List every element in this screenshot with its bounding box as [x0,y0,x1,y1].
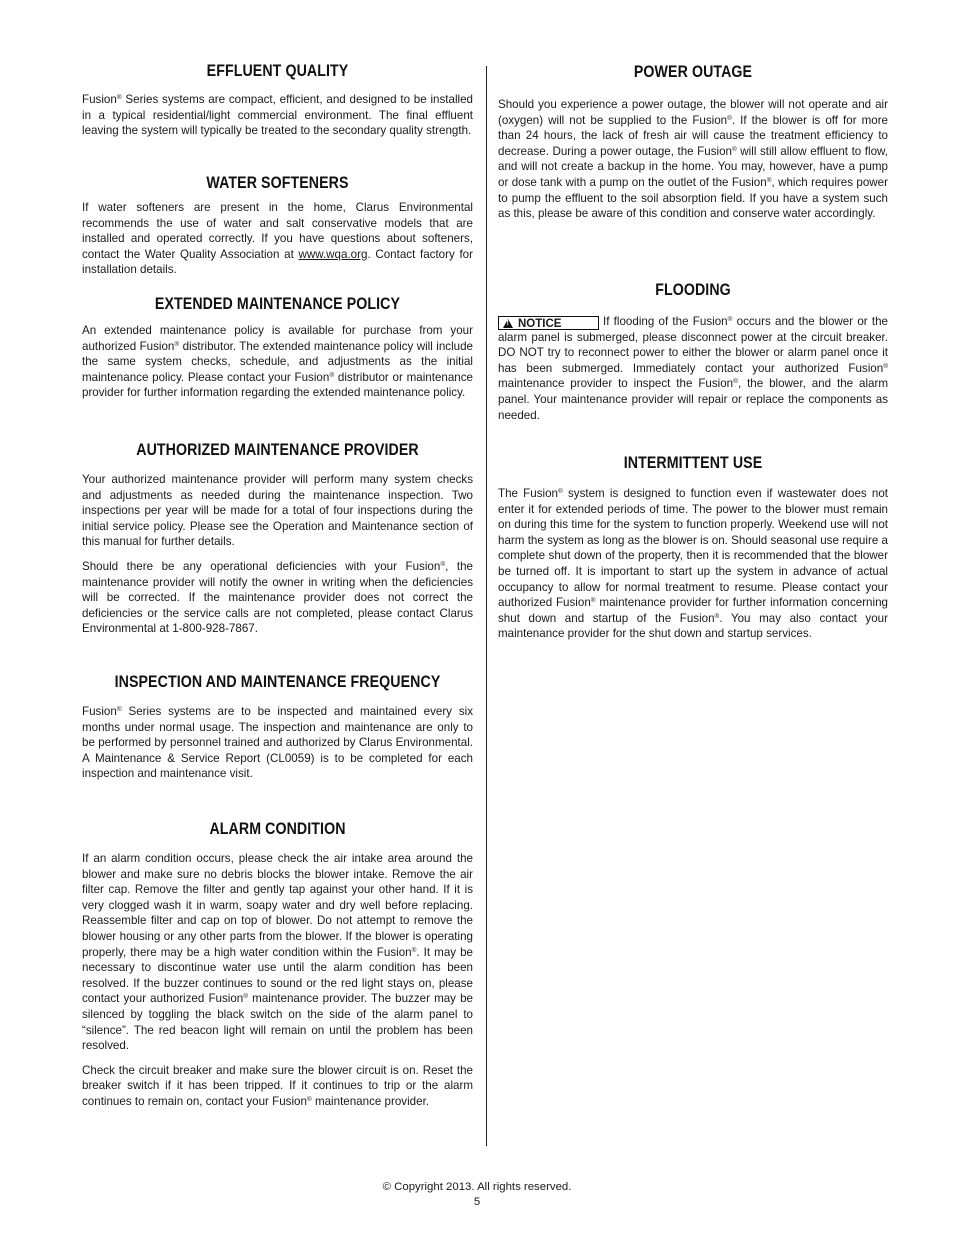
heading-extended-maintenance: EXTENDED MAINTENANCE POLICY [154,295,401,313]
heading-water-softeners: WATER SOFTENERS [206,174,349,192]
paragraph-alarm-condition-1: If an alarm condition occurs, please check the air intake area around the blower and make sure no debris blocks the blower intake. Remove the air filter cap. Remove the filter and gently tap against your other hand. If it is very clogged wash it in warm, soapy water and dry well before replacing. Reassemble filter and cap on top of blower. Do not attempt to remove the blower housing or any other parts from the blower. If the blower is operating properly, there may be a high water condition within the Fusion®. It may be necessary to discontinue water use until the alarm condition has been resolved. If the buzzer continues to sound or the red light stays on, please contact your authorized Fusion® maintenance provider. The buzzer may be silenced by toggling the black switch on the side of the alarm panel to “silence”. The red beacon light will remain on until the problem has been resolved. [82,852,474,1053]
heading-inspection-frequency: INSPECTION AND MAINTENANCE FREQUENCY [114,673,441,691]
paragraph-effluent-quality: Fusion® Series systems are compact, efficient, and designed to be installed in a typical residential/light commercial environment. The final effluent leaving the system will typically be treated to the secondary quality strength. [82,93,473,138]
section-alarm-condition [82,820,473,1110]
section-water-softeners [82,174,473,278]
paragraph-alarm-condition-2: Check the circuit breaker and make sure the blower circuit is on. Reset the breaker switch if it has been tripped. If it continues to trip or the alarm continues to remain on, contact your Fusion® maintenance provider. [82,1063,473,1108]
wqa-link[interactable]: www.wqa.org [298,247,368,261]
footer-copyright: © Copyright 2013. All rights reserved. [382,1181,572,1193]
paragraph-intermittent-use: The Fusion® system is designed to function even if wastewater does not enter it for extended periods of time. The power to the blower must remain on during this time for the system to function properly. Weekend use will not harm the system as long as the blower is on. Should seasonal use require a complete shut down of the property, then it is recommended that the blower be turned off. It is important to start up the system in advance of actual occupancy to allow for normal treatment to resume. Please contact your authorized Fusion® maintenance provider for further information concerning shut down and startup of the Fusion®. You may also contact your maintenance provider for the shut down and startup services. [498,487,889,641]
section-extended-maintenance [82,295,473,401]
heading-effluent-quality: EFFLUENT QUALITY [206,62,349,80]
paragraph-extended-maintenance: An extended maintenance policy is available for purchase from your authorized Fusion® distributor. The extended maintenance policy will include the same system checks, schedule, and adjustments as the initial maintenance policy. Please contact your Fusion® distributor or maintenance provider for further information regarding the extended maintenance policy. [82,324,473,400]
section-inspection-frequency [82,673,473,782]
heading-alarm-condition: ALARM CONDITION [209,820,346,838]
notice-badge: !NOTICE [498,316,599,330]
column-divider [486,66,487,1146]
warning-triangle-icon [503,319,513,328]
paragraph-authorized-provider-2: Should there be any operational deficiencies with your Fusion®, the maintenance provider will notify the owner in writing when the deficiencies will be corrected. If the maintenance provider does not correct the deficiencies or the service calls are not completed, please contact Clarus Environmental at 1-800-928-7867. [82,559,473,636]
paragraph-flooding: !NOTICE If flooding of the Fusion® occurs and the blower or the alarm panel is submerged, please disconnect power at the circuit breaker. DO NOT try to reconnect power to either the blower or alarm panel once it has been submerged. Immediately contact your authorized Fusion® maintenance provider to inspect the Fusion®, the blower, and the alarm panel. Your maintenance provider will repair or replace the components as needed. [498,314,888,423]
heading-power-outage: POWER OUTAGE [633,63,753,81]
section-flooding [498,281,888,423]
paragraph-inspection-frequency: Fusion® Series systems are to be inspected and maintained every six months under normal usage. The inspection and maintenance are only to be performed by personnel trained and authorized by Clarus Environmental. A Maintenance & Service Report (CL0059) is to be completed for each inspection and maintenance visit. [82,705,473,781]
paragraph-authorized-provider-1: Your authorized maintenance provider will perform many system checks and adjustments as needed during the maintenance inspection. Two inspections per year will be made for a total of four inspections during the initial service policy. Please see the Operation and Maintenance section of this manual for further details. [82,473,473,549]
paragraph-water-softeners: If water softeners are present in the home, Clarus Environmental recommends the use of water and salt conservative models that are installed and operated correctly. If you have questions about softeners, contact the Water Quality Association at www.wqa.org. Contact factory for installation details. [82,201,473,277]
heading-authorized-provider: AUTHORIZED MAINTENANCE PROVIDER [136,441,419,459]
section-intermittent-use [498,454,888,642]
heading-flooding: FLOODING [655,281,731,299]
paragraph-power-outage: Should you experience a power outage, the blower will not operate and air (oxygen) will not be supplied to the Fusion®. If the blower is off for more than 24 hours, the lack of fresh air will cause the treatment efficiency to decrease. During a power outage, the Fusion® will still allow effluent to flow, and will not create a backup in the home. You may, however, have a pump or dose tank with a pump on the outlet of the Fusion®, which requires power to pump the effluent to the soil absorption field. If you have a system such as this, please be aware of this condition and conserve water accordingly. [498,98,889,221]
section-power-outage [498,63,888,222]
page-number: 5 [473,1196,481,1208]
section-authorized-provider [82,441,473,637]
section-effluent-quality [82,62,473,139]
heading-intermittent-use: INTERMITTENT USE [623,454,763,472]
